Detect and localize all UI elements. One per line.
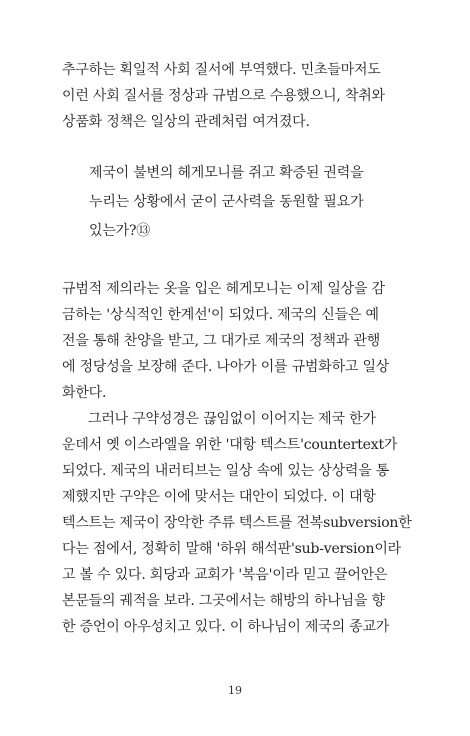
quote-line: 누리는 상황에서 굳이 군사력을 동원할 필요가 (89, 194, 364, 210)
text-line: 에 정당성을 보장해 준다. 나아가 이를 규범화하고 일상 (62, 359, 390, 375)
text-line: 다는 점에서, 정확히 말해 '하위 해석판'sub-version이라 (62, 541, 401, 557)
text-line: 고 볼 수 있다. 회당과 교회가 '복음'이라 믿고 끌어안은 (62, 567, 388, 583)
text-line: 되었다. 제국의 내러티브는 일상 속에 있는 상상력을 통 (62, 463, 390, 479)
text-line: 추구하는 획일적 사회 질서에 부역했다. 민초들마저도 (62, 62, 381, 78)
text-line: 전을 통해 찬양을 받고, 그 대가로 제국의 정책과 관행 (62, 333, 381, 349)
text-line: 한 증언이 아우성치고 있다. 이 하나님이 제국의 종교가 (62, 619, 390, 635)
text-line: 이런 사회 질서를 정상과 규범으로 수용했으니, 착취와 (62, 88, 385, 104)
text-line: 규범적 제의라는 옷을 입은 헤게모니는 이제 일상을 감 (62, 281, 385, 297)
text-line: 그러나 구약성경은 끊임없이 이어지는 제국 한가 (88, 411, 376, 427)
text-line: 제했지만 구약은 이에 맞서는 대안이 되었다. 이 대항 (62, 489, 376, 505)
quote-line: 제국이 불변의 헤게모니를 쥐고 확증된 권력을 (89, 165, 364, 181)
text-line: 텍스트는 제국이 장악한 주류 텍스트를 전복subversion한 (62, 515, 412, 531)
text-line: 금하는 '상식적인 한계선'이 되었다. 제국의 신들은 예 (62, 307, 379, 323)
quote-line: 있는가?⑬ (89, 223, 151, 239)
page-number: 19 (228, 684, 242, 697)
text-line: 운데서 옛 이스라엘을 위한 '대항 텍스트'countertext가 (62, 437, 398, 453)
text-line: 화한다. (62, 385, 107, 401)
text-line: 상품화 정책은 일상의 관례처럼 여겨졌다. (62, 114, 310, 130)
text-line: 본문들의 궤적을 보라. 그곳에서는 해방의 하나님을 향 (62, 593, 385, 609)
